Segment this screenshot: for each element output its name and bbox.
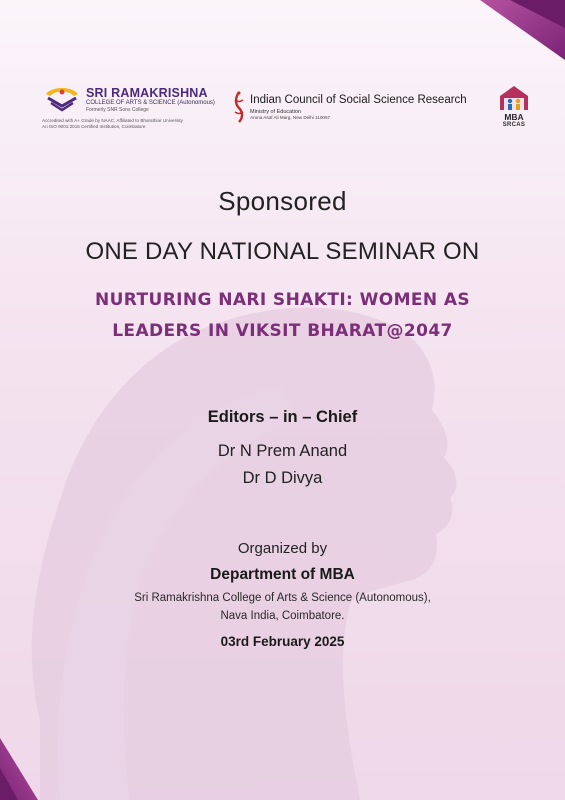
icssr-address: Aruna Asaf Ali Marg, New Delhi 110067 [250, 115, 331, 120]
college-logo-name: SRI RAMAKRISHNA [86, 86, 208, 100]
editor-name: Dr N Prem Anand [217, 442, 348, 460]
mba-logo-name: MBA [504, 112, 524, 122]
organizing-department: Department of MBA [210, 566, 355, 583]
college-logo-subtitle: COLLEGE OF ARTS & SCIENCE (Autonomous) [86, 100, 215, 106]
editors-heading: Editors – in – Chief [207, 408, 358, 426]
college-logo-subtitle-2: Formerly SNR Sons College [86, 107, 149, 113]
icssr-logo [232, 90, 477, 130]
college-location: Nava India, Coimbatore. [220, 610, 345, 622]
graduation-cap-icon [42, 84, 82, 114]
sponsored-label: Sponsored [218, 186, 347, 216]
icssr-emblem-icon [232, 90, 246, 124]
seminar-title-line-2: LEADERS IN VIKSIT BHARAT@2047 [112, 321, 453, 341]
seminar-heading: ONE DAY NATIONAL SEMINAR ON [85, 238, 480, 265]
college-logo-accreditation [42, 118, 183, 130]
college-name: Sri Ramakrishna College of Arts & Science (Autonomous), [134, 592, 431, 604]
seminar-title-line-1: NURTURING NARI SHAKTI: WOMEN AS [94, 290, 471, 310]
college-accreditation-line-2: An ISO 9001:2015 Certified Institution, Coimbatore [42, 124, 146, 129]
icssr-name: Indian Council of Social Science Research [250, 94, 467, 106]
mba-department-logo [496, 84, 532, 132]
editor-name: Dr D Divya [242, 469, 323, 487]
seminar-date: 03rd February 2025 [220, 634, 345, 649]
mba-logo-sub: SRCAS [502, 122, 526, 128]
icssr-ministry: Ministry of Education [250, 109, 302, 115]
mba-emblem-icon [498, 84, 530, 112]
organized-by-label: Organized by [237, 540, 328, 557]
college-logo [42, 84, 222, 136]
college-accreditation-line-1: Accredited with A+ Grade by NAAC, Affiliated to Bharathiar University [42, 118, 183, 123]
